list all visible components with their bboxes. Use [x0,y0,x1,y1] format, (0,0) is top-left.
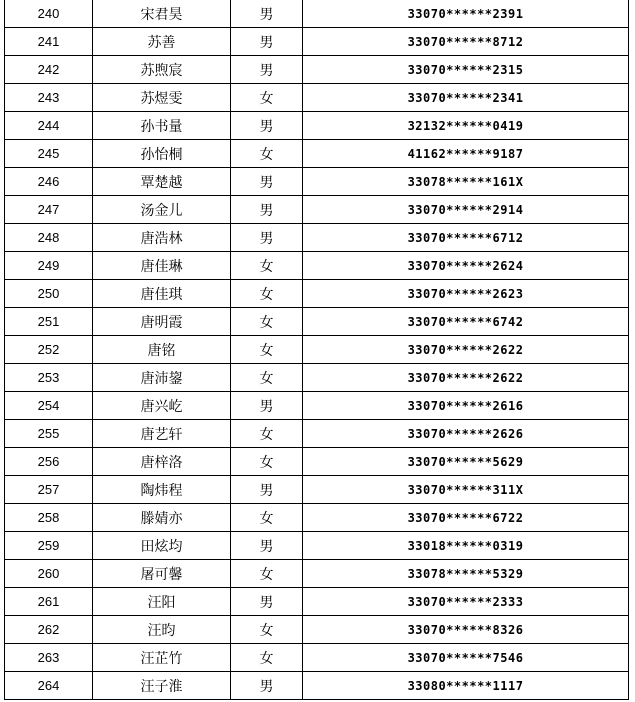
student-gender: 女 [231,448,303,476]
student-gender: 女 [231,140,303,168]
row-number: 253 [5,364,93,392]
id-number: 33070******2624 [303,252,629,280]
table-row [5,0,629,28]
student-gender: 男 [231,28,303,56]
table-row [5,364,629,392]
id-number: 33070******8712 [303,28,629,56]
row-number: 257 [5,476,93,504]
table-row [5,252,629,280]
student-gender: 男 [231,56,303,84]
row-number: 245 [5,140,93,168]
table-row [5,84,629,112]
id-number: 33078******161X [303,168,629,196]
table-row [5,616,629,644]
id-number: 33018******0319 [303,532,629,560]
student-gender: 男 [231,392,303,420]
table-row [5,644,629,672]
row-number: 243 [5,84,93,112]
table-row [5,672,629,700]
student-gender: 女 [231,560,303,588]
id-number: 33070******2616 [303,392,629,420]
row-number: 252 [5,336,93,364]
roster-body [5,0,629,700]
table-row [5,140,629,168]
table-row [5,336,629,364]
student-gender: 男 [231,0,303,28]
id-number: 33070******2622 [303,336,629,364]
table-row [5,168,629,196]
table-row [5,588,629,616]
row-number: 249 [5,252,93,280]
row-number: 256 [5,448,93,476]
student-gender: 女 [231,616,303,644]
row-number: 264 [5,672,93,700]
table-row [5,28,629,56]
table-row [5,504,629,532]
id-number: 33070******2914 [303,196,629,224]
student-name: 唐明霞 [93,308,231,336]
student-roster-table [4,0,629,700]
id-number: 33078******5329 [303,560,629,588]
student-name: 汪昀 [93,616,231,644]
id-number: 33070******2315 [303,56,629,84]
student-name: 唐佳琳 [93,252,231,280]
row-number: 262 [5,616,93,644]
row-number: 244 [5,112,93,140]
student-name: 唐铭 [93,336,231,364]
student-gender: 男 [231,168,303,196]
student-gender: 女 [231,336,303,364]
id-number: 33070******6722 [303,504,629,532]
student-gender: 男 [231,532,303,560]
table-row [5,56,629,84]
student-name: 陶炜程 [93,476,231,504]
student-name: 唐兴屹 [93,392,231,420]
student-gender: 男 [231,672,303,700]
table-row [5,420,629,448]
student-name: 孙怡桐 [93,140,231,168]
student-name: 汪芷竹 [93,644,231,672]
student-name: 田炫均 [93,532,231,560]
row-number: 240 [5,0,93,28]
row-number: 254 [5,392,93,420]
id-number: 33070******2391 [303,0,629,28]
table-row [5,308,629,336]
id-number: 33070******7546 [303,644,629,672]
student-name: 苏煜雯 [93,84,231,112]
table-row [5,224,629,252]
table-row [5,112,629,140]
student-gender: 女 [231,280,303,308]
id-number: 33070******6712 [303,224,629,252]
id-number: 32132******0419 [303,112,629,140]
table-row [5,196,629,224]
table-row [5,392,629,420]
row-number: 246 [5,168,93,196]
id-number: 41162******9187 [303,140,629,168]
student-name: 滕婧亦 [93,504,231,532]
table-row [5,476,629,504]
student-name: 唐浩林 [93,224,231,252]
student-gender: 女 [231,364,303,392]
id-number: 33070******2622 [303,364,629,392]
id-number: 33070******6742 [303,308,629,336]
row-number: 260 [5,560,93,588]
row-number: 259 [5,532,93,560]
id-number: 33070******2333 [303,588,629,616]
student-gender: 男 [231,196,303,224]
id-number: 33070******2341 [303,84,629,112]
row-number: 263 [5,644,93,672]
student-gender: 女 [231,252,303,280]
student-gender: 女 [231,504,303,532]
student-name: 唐艺轩 [93,420,231,448]
row-number: 250 [5,280,93,308]
student-name: 苏煦宸 [93,56,231,84]
student-gender: 女 [231,84,303,112]
row-number: 251 [5,308,93,336]
student-name: 汪阳 [93,588,231,616]
table-row [5,560,629,588]
row-number: 258 [5,504,93,532]
row-number: 247 [5,196,93,224]
student-gender: 男 [231,476,303,504]
student-name: 覃楚越 [93,168,231,196]
student-name: 汪子淮 [93,672,231,700]
student-name: 苏善 [93,28,231,56]
table-row [5,532,629,560]
table-row [5,280,629,308]
id-number: 33070******2626 [303,420,629,448]
student-name: 宋君昊 [93,0,231,28]
id-number: 33070******2623 [303,280,629,308]
row-number: 255 [5,420,93,448]
id-number: 33070******5629 [303,448,629,476]
row-number: 248 [5,224,93,252]
student-name: 唐沛鋆 [93,364,231,392]
id-number: 33070******8326 [303,616,629,644]
row-number: 261 [5,588,93,616]
student-name: 唐佳琪 [93,280,231,308]
student-gender: 男 [231,224,303,252]
student-name: 唐梓洛 [93,448,231,476]
student-gender: 女 [231,644,303,672]
id-number: 33070******311X [303,476,629,504]
student-name: 屠可馨 [93,560,231,588]
student-gender: 女 [231,308,303,336]
id-number: 33080******1117 [303,672,629,700]
row-number: 242 [5,56,93,84]
student-gender: 男 [231,588,303,616]
row-number: 241 [5,28,93,56]
student-name: 汤金儿 [93,196,231,224]
table-row [5,448,629,476]
student-gender: 女 [231,420,303,448]
student-gender: 男 [231,112,303,140]
student-name: 孙书量 [93,112,231,140]
